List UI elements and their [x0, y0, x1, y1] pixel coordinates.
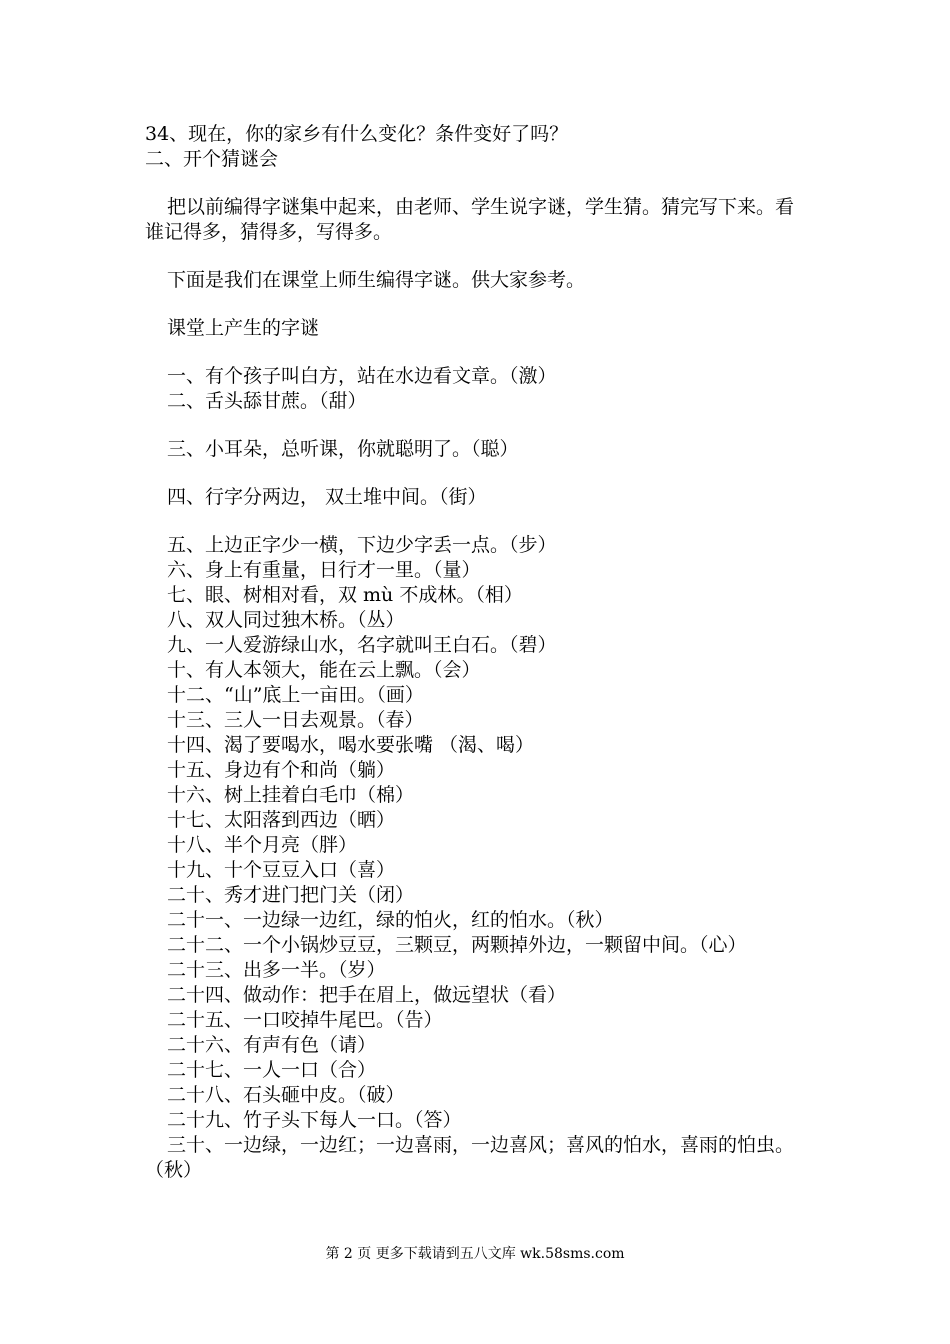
- riddle-item: 六、身上有重量，日行才一里。（量）: [167, 559, 481, 581]
- riddle-item: 七、眼、树相对看，双 mù 不成林。（相）: [167, 584, 523, 606]
- riddle-item: 十九、十个豆豆入口（喜）: [167, 859, 396, 881]
- riddle-item: 二十五、一口咬掉牛尾巴。（告）: [167, 1009, 443, 1031]
- spacer: [145, 341, 810, 364]
- riddle-item: 四、行字分两边， 双土堆中间。（街）: [167, 486, 487, 508]
- riddle-item: 八、双人同过独木桥。（丛）: [167, 609, 405, 631]
- riddle-item: 三、小耳朵，总听课，你就聪明了。（聪）: [167, 438, 519, 460]
- riddle-item: 十六、树上挂着白毛巾（棉）: [167, 784, 415, 806]
- spacer: [145, 245, 810, 268]
- riddle-item: 二十一、一边绿一边红，绿的怕火，红的怕水。（秋）: [167, 909, 614, 931]
- riddle-item: 十八、半个月亮（胖）: [167, 834, 358, 856]
- riddle-item: 十四、渴了要喝水，喝水要张嘴 （渴、喝）: [167, 734, 535, 756]
- riddle-item: 十三、三人一日去观景。（春）: [167, 709, 424, 731]
- spacer: [145, 462, 810, 485]
- riddle-item: 十七、太阳落到西边（晒）: [167, 809, 396, 831]
- riddle-item: 二十、秀才进门把门关（闭）: [167, 884, 415, 906]
- riddle-item: 二、舌头舔甘蔗。（甜）: [167, 390, 367, 412]
- riddle-item: 五、上边正字少一横，下边少字丢一点。（步）: [167, 534, 557, 556]
- spacer: [145, 414, 810, 437]
- spacer: [145, 293, 810, 316]
- riddle-item: 十、有人本领大，能在云上飘。（会）: [167, 659, 481, 681]
- riddle-item: 十五、身边有个和尚（躺）: [167, 759, 396, 781]
- section-2-title: 二、开个猜谜会: [145, 148, 279, 170]
- document-body: [145, 122, 810, 1183]
- riddle-item: 九、一人爱游绿山水，名字就叫王白石。（碧）: [167, 634, 557, 656]
- spacer: [145, 172, 810, 195]
- page-footer: 第 2 页 更多下载请到五八文库 wk.58sms.com: [325, 1246, 625, 1262]
- riddle-item: 三十、一边绿，一边红；一边喜雨，一边喜风；喜风的怕水，喜雨的怕虫。（秋）: [145, 1134, 795, 1181]
- riddle-item: 一、有个孩子叫白方，站在水边看文章。（激）: [167, 365, 557, 387]
- riddle-item: 二十四、做动作：把手在眉上，做远望状（看）: [167, 984, 567, 1006]
- paragraph-reference: 下面是我们在课堂上师生编得字谜。供大家参考。: [167, 269, 586, 291]
- riddle-item: 二十七、一人一口（合）: [167, 1059, 377, 1081]
- question-34: 34、现在，你的家乡有什么变化？条件变好了吗？: [145, 123, 569, 145]
- riddle-item: 二十八、石头砸中皮。（破）: [167, 1084, 405, 1106]
- riddle-item: 十二、“山”底上一亩田。（画）: [167, 684, 424, 706]
- riddle-item: 二十二、一个小锅炒豆豆，三颗豆，两颗掉外边，一颗留中间。（心）: [167, 934, 747, 956]
- paragraph-instructions: 把以前编得字谜集中起来，由老师、学生说字谜，学生猜。猜完写下来。看谁记得多，猜得多，写得多。: [145, 196, 795, 243]
- spacer: [145, 510, 810, 533]
- riddles-heading: 课堂上产生的字谜: [167, 317, 320, 339]
- riddle-item: 二十六、有声有色（请）: [167, 1034, 377, 1056]
- riddle-item: 二十九、竹子头下每人一口。（答）: [167, 1109, 462, 1131]
- riddle-item: 二十三、出多一半。（岁）: [167, 959, 386, 981]
